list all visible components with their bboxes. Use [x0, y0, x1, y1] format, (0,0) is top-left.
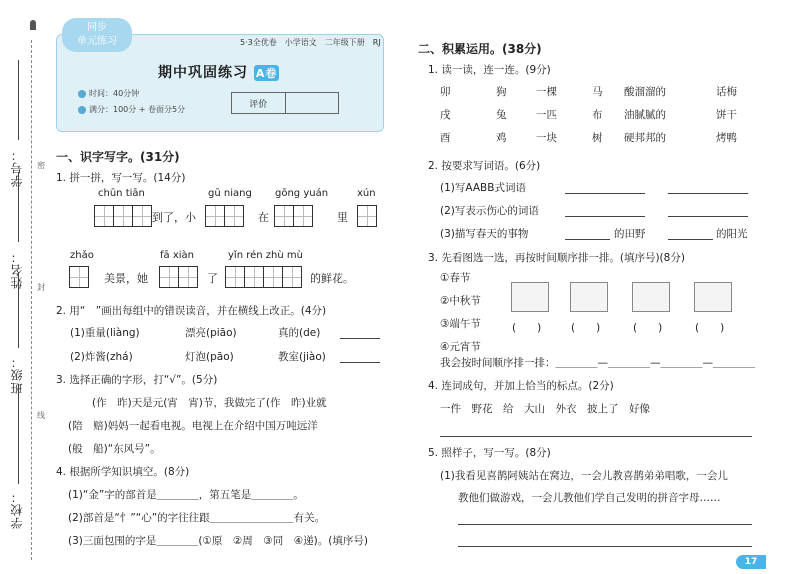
q4-line-1: (1)“金”字的部首是＿＿＿＿，第五笔是＿＿＿＿。 — [68, 489, 304, 501]
write-box-xun[interactable] — [358, 205, 377, 227]
pinyin-yinrenzhumu: yǐn rén zhù mù — [228, 250, 303, 261]
r-q4-words: 一件 野花 给 大山 外衣 披上了 好像 — [440, 403, 650, 415]
match-word[interactable]: 饼干 — [716, 109, 737, 121]
write-box-yinrenzhumu[interactable] — [226, 266, 302, 288]
match-word[interactable]: 鸡 — [496, 132, 507, 144]
student-id-label: 学号： — [10, 148, 24, 187]
q2-item-3: 真的(de) — [278, 327, 321, 339]
q2-text-1: 美景，她 — [104, 272, 148, 285]
section-1-title: 一、识字写字。(31分) — [56, 150, 180, 164]
name-label: 姓名： — [10, 250, 24, 289]
q3-title: 3. 选择正确的字形，打“√”。(5分) — [56, 374, 218, 386]
evaluation-box — [231, 92, 339, 114]
q4-title: 4. 根据所学知识填空。(8分) — [56, 466, 190, 478]
q2-title: 2. 用“ ”画出每组中的错误读音，并在横线上改正。(4分) — [56, 305, 327, 317]
q4-line-3: (3)三面包围的字是＿＿＿＿(①原 ②周 ③同 ④递)。(填序号) — [68, 535, 368, 547]
class-line — [18, 272, 19, 348]
match-word[interactable]: 马 — [592, 86, 603, 98]
pinyin-guniang: gū niang — [208, 188, 252, 199]
write-box-guniang[interactable] — [206, 205, 244, 227]
r-q4-answer-line[interactable] — [440, 436, 752, 437]
cut-line — [31, 40, 32, 560]
r-q3-title: 3. 先看图选一选，再按时间顺序排一排。(填序号)(8分) — [428, 252, 685, 264]
r-q2-line-1a[interactable] — [565, 193, 645, 194]
mooncake-picture — [694, 282, 732, 312]
seal-mark-3: 线 — [37, 411, 45, 420]
festival-option-1: ①春节 — [440, 272, 471, 284]
match-word[interactable]: 树 — [592, 132, 603, 144]
exam-title-tag: A卷 — [255, 67, 278, 80]
binding-margin — [0, 0, 48, 574]
r-q2-item-1: (1)写AABB式词语 — [440, 182, 526, 194]
r-q2-line-1b[interactable] — [668, 193, 748, 194]
match-word[interactable]: 布 — [592, 109, 603, 121]
r-q5-line-1[interactable] — [458, 524, 752, 525]
r-q2-title: 2. 按要求写词语。(6分) — [428, 160, 541, 172]
pinyin-xun: xún — [357, 188, 376, 199]
bracket-1[interactable]: ( ) — [512, 322, 542, 334]
festival-option-3: ③端午节 — [440, 318, 481, 330]
q3-line-1: (作 昨)天是元(宵 宵)节，我做完了(作 昨)业就 — [92, 397, 327, 409]
r-q5-line-2[interactable] — [458, 546, 752, 547]
q2-answer-line-1[interactable] — [340, 338, 380, 339]
match-word[interactable]: 一匹 — [536, 109, 557, 121]
pencil-icon — [30, 20, 36, 30]
pinyin-faxian: fā xiàn — [160, 250, 194, 261]
r-q2-line-2a[interactable] — [565, 216, 645, 217]
dumpling-picture — [632, 282, 670, 312]
match-word[interactable]: 一块 — [536, 132, 557, 144]
write-box-faxian[interactable] — [160, 266, 198, 288]
q1-text-3: 里 — [337, 211, 348, 224]
festival-option-4: ④元宵节 — [440, 341, 481, 353]
score-info — [78, 104, 185, 115]
time-info — [78, 88, 139, 99]
match-word[interactable]: 话梅 — [716, 86, 737, 98]
r-q2-line-2b[interactable] — [668, 216, 748, 217]
exam-title-text: 期中巩固练习 — [158, 65, 248, 81]
zongzi-picture — [511, 282, 549, 312]
match-word[interactable]: 卯 — [440, 86, 451, 98]
q1-title: 1. 拼一拼，写一写。(14分) — [56, 172, 186, 184]
match-word[interactable]: 烤鸭 — [716, 132, 737, 144]
match-word[interactable]: 狗 — [496, 86, 507, 98]
festival-option-2: ②中秋节 — [440, 295, 481, 307]
match-word[interactable]: 酉 — [440, 132, 451, 144]
name-line — [18, 172, 19, 242]
tangyuan-picture — [570, 282, 608, 312]
q4-line-2: (2)部首是“忄”“心”的字往往跟＿＿＿＿＿＿＿＿有关。 — [68, 512, 326, 524]
r-q5-example-1: (1)我看见喜鹊阿姨站在窝边，一会儿教喜鹊弟弟唱歌，一会儿 — [440, 470, 728, 482]
bracket-2[interactable]: ( ) — [571, 322, 601, 334]
q2-item-4: (2)炸酱(zhá) — [70, 351, 133, 363]
r-q2-item-3: (3)描写春天的事物 — [440, 228, 529, 240]
q3-line-2: (陪 赔)妈妈一起看电视。电视上在介绍中国万吨远洋 — [68, 420, 318, 432]
q2-item-5: 灯泡(pāo) — [185, 351, 234, 363]
match-word[interactable]: 兔 — [496, 109, 507, 121]
q2-answer-line-2[interactable] — [340, 362, 380, 363]
r-q5-title: 5. 照样子，写一写。(8分) — [428, 447, 551, 459]
exam-title — [158, 62, 279, 82]
seal-mark-1: 密 — [37, 161, 45, 170]
r-q2-item-4: 的田野 — [614, 228, 646, 240]
series-header: 5·3全优卷 小学语文 二年级下册 RJ — [240, 38, 381, 47]
pinyin-gongyuan: gōng yuán — [275, 188, 329, 199]
r-q3-order: 我会按时间顺序排一排：＿＿＿＿—＿＿＿＿—＿＿＿＿—＿＿＿＿ — [440, 357, 755, 369]
match-word[interactable]: 酸溜溜的 — [624, 86, 666, 98]
q3-line-3: (般 船)“东风号”。 — [68, 443, 161, 455]
q1-text-1: 到了，小 — [152, 211, 196, 224]
evaluation-field[interactable] — [286, 93, 339, 113]
q2-item-2: 漂亮(piāo) — [185, 327, 237, 339]
q2-text-2: 了 — [207, 272, 218, 285]
write-box-gongyuan[interactable] — [275, 205, 313, 227]
q2-item-6: 教室(jiào) — [278, 351, 326, 363]
pinyin-zhao: zhǎo — [70, 250, 94, 261]
evaluation-label: 评价 — [232, 93, 286, 113]
r-q2-item-5: 的阳光 — [716, 228, 748, 240]
school-label: 学校： — [10, 490, 24, 529]
class-label: 班级： — [10, 355, 24, 394]
match-word[interactable]: 硬邦邦的 — [624, 132, 666, 144]
match-word[interactable]: 戌 — [440, 109, 451, 121]
page-number: 17 — [736, 555, 766, 569]
pinyin-chuntian: chūn tiān — [98, 188, 145, 199]
r-q2-item-2: (2)写表示伤心的词语 — [440, 205, 539, 217]
seal-mark-2: 封 — [37, 283, 45, 292]
r-q2-line-3a[interactable] — [565, 239, 610, 240]
student-id-line — [18, 60, 19, 140]
match-word[interactable]: 一棵 — [536, 86, 557, 98]
time-text: 时间：40分钟 — [89, 89, 140, 98]
r-q5-example-2: 教他们做游戏，一会儿教他们学自己发明的拼音字母…… — [458, 492, 721, 504]
star-icon — [78, 106, 86, 114]
write-box-zhao[interactable] — [70, 266, 89, 288]
section-2-title: 二、积累运用。(38分) — [418, 42, 542, 56]
bracket-3[interactable]: ( ) — [633, 322, 663, 334]
clock-icon — [78, 90, 86, 98]
score-text: 满分：100分 + 卷面分5分 — [89, 105, 186, 114]
match-word[interactable]: 油腻腻的 — [624, 109, 666, 121]
q1-text-2: 在 — [258, 211, 269, 224]
school-line — [18, 384, 19, 484]
r-q1-title: 1. 读一读，连一连。(9分) — [428, 64, 551, 76]
write-box-chuntian[interactable] — [95, 205, 152, 227]
q2-item-1: (1)重量(liàng) — [70, 327, 140, 339]
sync-badge — [62, 18, 132, 52]
r-q2-line-3b[interactable] — [668, 239, 713, 240]
q2-text-3: 的鲜花。 — [310, 272, 354, 285]
badge-line2: 单元练习 — [77, 36, 117, 47]
badge-line1: 同步 — [87, 22, 107, 33]
bracket-4[interactable]: ( ) — [695, 322, 725, 334]
r-q4-title: 4. 连词成句，并加上恰当的标点。(2分) — [428, 380, 614, 392]
